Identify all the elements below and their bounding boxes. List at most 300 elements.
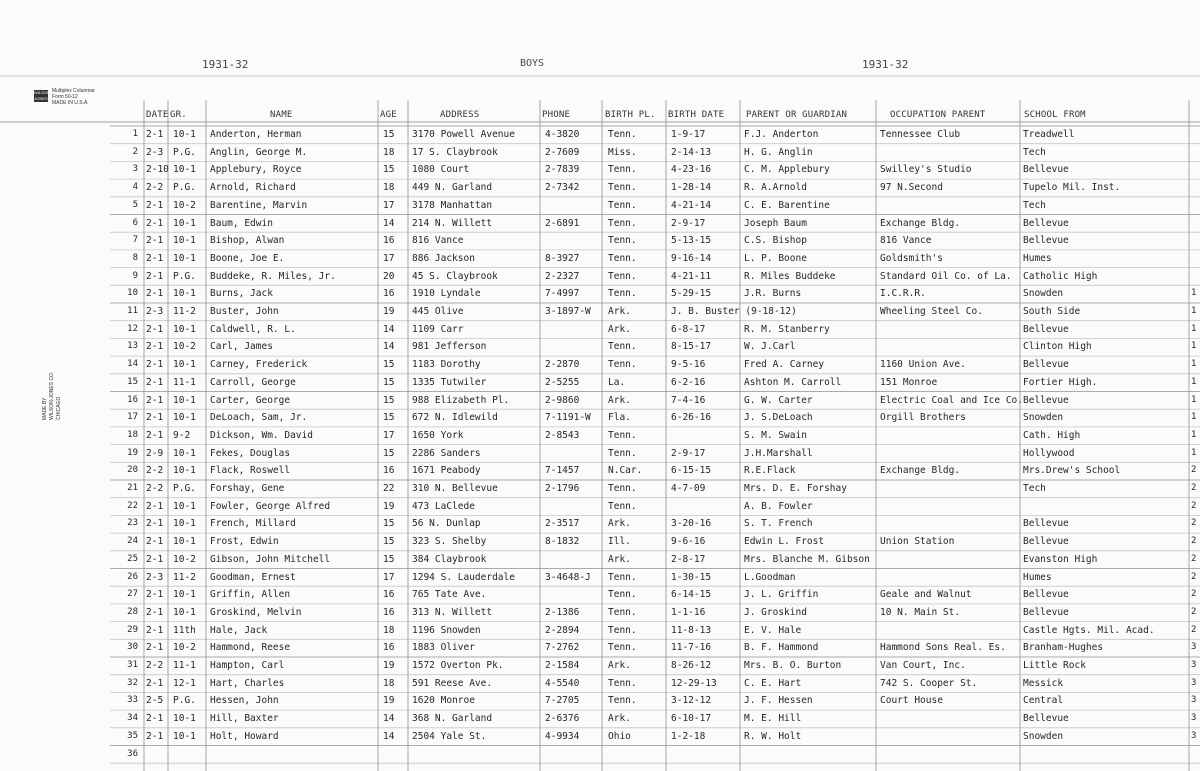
parent-guardian: J. Groskind (744, 606, 807, 618)
grade: 10-1 (173, 129, 196, 140)
parent-occupation: Electric Coal and Ice Co. (880, 394, 1023, 406)
phone-number: 2-6891 (545, 217, 580, 229)
page-edge-mark: 3 (1191, 642, 1197, 653)
phone-number: 7-2705 (545, 695, 580, 707)
page-edge-mark: 1 (1191, 447, 1197, 458)
page-edge-mark: 3 (1191, 730, 1197, 741)
row-number: 9 (132, 270, 138, 281)
parent-occupation: Union Station (880, 536, 955, 548)
birth-date: 3-20-16 (671, 518, 712, 530)
birth-place: Tenn. (608, 182, 637, 194)
table-row (0, 321, 1200, 338)
page-edge-mark: 3 (1191, 677, 1197, 688)
birth-date: 6-26-16 (671, 412, 712, 424)
page-edge-mark: 2 (1191, 571, 1197, 582)
student-age: 19 (383, 500, 395, 512)
student-name: Dickson, Wm. David (210, 429, 313, 441)
row-number: 11 (127, 306, 138, 316)
student-name: Caldwell, R. L. (210, 323, 296, 335)
birth-place: Miss. (608, 146, 637, 158)
home-address: 816 Vance (412, 235, 464, 247)
previous-school: Mrs.Drew's School (1023, 465, 1121, 477)
col-header-phone: PHONE (542, 110, 571, 120)
table-row (0, 409, 1200, 426)
row-number: 29 (127, 624, 138, 635)
student-age: 17 (383, 199, 395, 211)
row-number: 12 (127, 323, 138, 334)
birth-date: 6-10-17 (671, 713, 712, 725)
grade: 12-1 (173, 677, 196, 689)
parent-occupation: Geale and Walnut (880, 589, 972, 601)
entry-date: 2-1 (146, 518, 164, 530)
page-edge-mark: 2 (1191, 536, 1197, 547)
parent-guardian: Joseph Baum (744, 217, 807, 229)
previous-school: Bellevue (1023, 359, 1069, 371)
student-age: 18 (383, 624, 395, 636)
grade: 9-2 (173, 429, 191, 441)
previous-school: Branham-Hughes (1023, 642, 1104, 654)
parent-occupation: Tennessee Club (880, 129, 961, 140)
student-age: 17 (383, 429, 395, 441)
table-row (0, 604, 1200, 621)
phone-number: 7-1191-W (545, 412, 591, 424)
grade: P.G. (173, 182, 196, 194)
parent-guardian: L.Goodman (744, 571, 796, 583)
entry-date: 2-1 (146, 359, 164, 371)
entry-date: 2-2 (146, 182, 164, 194)
birth-date: 2-8-17 (671, 553, 706, 565)
parent-occupation: Wheeling Steel Co. (880, 306, 983, 317)
entry-date: 2-1 (146, 235, 164, 247)
page-edge-mark: 1 (1191, 394, 1197, 405)
home-address: 988 Elizabeth Pl. (412, 394, 510, 406)
previous-school: Hollywood (1023, 447, 1075, 459)
entry-date: 2-1 (146, 553, 164, 565)
birth-date: 3-12-12 (671, 695, 712, 707)
entry-date: 2-1 (146, 376, 164, 388)
entry-date: 2-1 (146, 270, 164, 282)
row-number: 24 (127, 536, 138, 547)
previous-school: Tech (1023, 146, 1046, 158)
home-address: 3170 Powell Avenue (412, 129, 515, 140)
birth-place: Tenn. (608, 589, 637, 601)
row-number: 2 (132, 146, 138, 157)
row-number: 5 (132, 199, 138, 210)
parent-occupation: 1160 Union Ave. (880, 359, 966, 371)
sheet-title: BOYS (520, 58, 545, 69)
entry-date: 2-1 (146, 589, 164, 601)
page-edge-mark: 2 (1191, 465, 1197, 476)
page-edge-mark: 3 (1191, 713, 1197, 724)
student-age: 19 (383, 306, 395, 317)
parent-guardian: M. E. Hill (744, 713, 802, 725)
student-name: Anderton, Herman (210, 129, 302, 140)
form-stamp-text: Multiplex Columnar Form 50-12 MADE IN U.S.A. (52, 88, 95, 106)
student-name: Goodman, Ernest (210, 571, 296, 583)
student-name: Griffin, Allen (210, 589, 291, 601)
parent-guardian: C. E. Hart (744, 677, 802, 689)
parent-guardian: Mrs. B. O. Burton (744, 660, 842, 671)
student-name: Hampton, Carl (210, 660, 285, 671)
entry-date: 2-2 (146, 465, 164, 477)
home-address: 3178 Manhattan (412, 199, 493, 211)
birth-date: 11-8-13 (671, 624, 712, 636)
home-address: 1671 Peabody (412, 465, 481, 477)
table-row (0, 144, 1200, 161)
student-age: 19 (383, 660, 395, 671)
page-edge-mark: 1 (1191, 376, 1197, 387)
home-address: 313 N. Willett (412, 606, 493, 618)
birth-place: La. (608, 376, 626, 388)
row-number: 1 (132, 129, 138, 139)
parent-guardian: E. V. Hale (744, 624, 802, 636)
row-number: 18 (127, 429, 138, 440)
birth-place: Tenn. (608, 642, 637, 654)
student-name: Barentine, Marvin (210, 199, 308, 211)
row-number: 36 (127, 748, 138, 759)
birth-date: 9-6-16 (671, 536, 706, 548)
grade: 11-2 (173, 306, 196, 317)
birth-place: Tenn. (608, 624, 637, 636)
page-edge-mark: 2 (1191, 483, 1197, 493)
table-row (0, 392, 1200, 409)
home-address: 56 N. Dunlap (412, 518, 481, 530)
parent-guardian: Ashton M. Carroll (744, 376, 842, 388)
entry-date: 2-1 (146, 217, 164, 229)
student-age: 15 (383, 359, 395, 371)
home-address: 384 Claybrook (412, 553, 487, 565)
form-stamp (34, 88, 144, 110)
birth-place: Tenn. (608, 483, 637, 494)
parent-occupation: 10 N. Main St. (880, 606, 961, 618)
home-address: 2286 Sanders (412, 447, 481, 459)
birth-place: Fla. (608, 412, 631, 424)
entry-date: 2-1 (146, 500, 164, 512)
home-address: 591 Reese Ave. (412, 677, 493, 689)
phone-number: 7-1457 (545, 465, 580, 477)
parent-guardian: A. B. Fowler (744, 500, 813, 512)
previous-school: Bellevue (1023, 713, 1069, 725)
previous-school: Fortier High. (1023, 376, 1098, 388)
table-row (0, 692, 1200, 709)
previous-school: Evanston High (1023, 553, 1098, 565)
student-name: Hill, Baxter (210, 713, 279, 725)
student-name: Anglin, George M. (210, 146, 308, 158)
student-age: 14 (383, 217, 395, 229)
table-row (0, 728, 1200, 745)
home-address: 1109 Carr (412, 323, 464, 335)
home-address: 765 Tate Ave. (412, 589, 487, 601)
phone-number: 2-8543 (545, 429, 580, 441)
student-name: Baum, Edwin (210, 217, 273, 229)
table-row (0, 480, 1200, 497)
previous-school: Bellevue (1023, 536, 1069, 548)
birth-date: 1-2-18 (671, 730, 706, 742)
birth-place: Tenn. (608, 217, 637, 229)
page-edge-mark: 1 (1191, 323, 1197, 334)
phone-number: 2-1584 (545, 660, 580, 671)
grade: 10-1 (173, 288, 196, 300)
table-row (0, 710, 1200, 727)
grade: 10-1 (173, 589, 196, 601)
home-address: 214 N. Willett (412, 217, 493, 229)
manufacturer-side-text: MADE BY WILSON-JONES CO. CHICAGO (42, 371, 62, 420)
phone-number: 2-2870 (545, 359, 580, 371)
home-address: 981 Jefferson (412, 341, 487, 353)
page-edge-mark: 1 (1191, 341, 1197, 352)
home-address: 310 N. Bellevue (412, 483, 498, 494)
birth-date: 1-28-14 (671, 182, 712, 194)
table-row (0, 338, 1200, 355)
previous-school: Treadwell (1023, 129, 1075, 140)
entry-date: 2-2 (146, 483, 164, 494)
row-number: 10 (127, 288, 138, 299)
row-number: 8 (132, 252, 138, 263)
previous-school: Tech (1023, 483, 1046, 494)
entry-date: 2-10 (146, 164, 169, 176)
student-age: 18 (383, 146, 395, 158)
birth-place: Tenn. (608, 571, 637, 583)
student-age: 18 (383, 677, 395, 689)
row-number: 28 (127, 606, 138, 617)
row-number: 13 (127, 341, 138, 352)
student-age: 15 (383, 447, 395, 459)
table-row (0, 215, 1200, 232)
student-name: Carter, George (210, 394, 291, 406)
entry-date: 2-1 (146, 129, 164, 140)
student-age: 15 (383, 553, 395, 565)
parent-occupation: Exchange Bldg. (880, 465, 961, 477)
grade: 10-1 (173, 447, 196, 459)
grade: 10-1 (173, 359, 196, 371)
row-number: 4 (132, 182, 138, 193)
home-address: 445 Olive (412, 306, 464, 317)
phone-number: 2-7839 (545, 164, 580, 176)
table-row (0, 356, 1200, 373)
table-row (0, 427, 1200, 444)
page-edge-mark: 3 (1191, 695, 1197, 706)
student-age: 17 (383, 571, 395, 583)
grade: 10-1 (173, 730, 196, 742)
birth-date: 6-15-15 (671, 465, 712, 477)
parent-occupation: 151 Monroe (880, 376, 938, 388)
table-row (0, 445, 1200, 462)
home-address: 473 LaClede (412, 500, 475, 512)
row-number: 21 (127, 483, 138, 493)
entry-date: 2-1 (146, 323, 164, 335)
phone-number: 7-4997 (545, 288, 580, 300)
previous-school: Snowden (1023, 288, 1064, 300)
birth-place: Tenn. (608, 199, 637, 211)
birth-date: 1-1-16 (671, 606, 706, 618)
home-address: 2504 Yale St. (412, 730, 487, 742)
birth-place: Ohio (608, 730, 631, 742)
page-edge-mark: 1 (1191, 306, 1197, 316)
student-age: 14 (383, 341, 395, 353)
row-number: 14 (127, 359, 138, 370)
birth-date: 8-26-12 (671, 660, 712, 671)
birth-place: Tenn. (608, 359, 637, 371)
parent-guardian: Mrs. D. E. Forshay (744, 483, 847, 494)
col-header-date: DATE (146, 110, 169, 120)
row-number: 15 (127, 376, 138, 387)
row-number: 26 (127, 571, 138, 582)
home-address: 1883 Oliver (412, 642, 475, 654)
home-address: 672 N. Idlewild (412, 412, 498, 424)
row-number: 33 (127, 695, 138, 706)
row-number: 16 (127, 394, 138, 405)
phone-number: 2-2894 (545, 624, 580, 636)
previous-school: Snowden (1023, 730, 1064, 742)
previous-school: Snowden (1023, 412, 1064, 424)
student-name: Boone, Joe E. (210, 252, 285, 264)
student-age: 15 (383, 412, 395, 424)
phone-number: 3-1897-W (545, 306, 591, 317)
student-age: 15 (383, 376, 395, 388)
page-edge-mark: 3 (1191, 660, 1197, 670)
previous-school: Humes (1023, 571, 1052, 583)
home-address: 1910 Lyndale (412, 288, 481, 300)
row-number: 20 (127, 465, 138, 476)
birth-date: 1-30-15 (671, 571, 712, 583)
home-address: 1080 Court (412, 164, 470, 176)
student-name: Gibson, John Mitchell (210, 553, 331, 565)
birth-date: 6-8-17 (671, 323, 706, 335)
page-edge-mark: 2 (1191, 500, 1197, 511)
home-address: 1183 Dorothy (412, 359, 481, 371)
birth-place: Ark. (608, 323, 631, 335)
student-age: 16 (383, 589, 395, 601)
home-address: 1294 S. Lauderdale (412, 571, 515, 583)
previous-school: Tech (1023, 199, 1046, 211)
student-age: 15 (383, 394, 395, 406)
entry-date: 2-1 (146, 341, 164, 353)
phone-number: 4-3820 (545, 129, 580, 140)
grade: P.G. (173, 146, 196, 158)
table-row (0, 586, 1200, 603)
col-header-birth-place: BIRTH PL. (605, 110, 656, 120)
grade: P.G. (173, 695, 196, 707)
table-row (0, 462, 1200, 479)
grade: 10-1 (173, 323, 196, 335)
parent-occupation: Court House (880, 695, 943, 707)
parent-guardian: C.S. Bishop (744, 235, 807, 247)
col-header-grade: GR. (170, 110, 187, 120)
phone-number: 8-3927 (545, 252, 580, 264)
birth-date: 5-29-15 (671, 288, 712, 300)
birth-date: 4-21-11 (671, 270, 712, 282)
birth-date: 2-14-13 (671, 146, 712, 158)
entry-date: 2-3 (146, 306, 164, 317)
page-edge-mark: 1 (1191, 288, 1197, 299)
home-address: 45 S. Claybrook (412, 270, 498, 282)
entry-date: 2-1 (146, 713, 164, 725)
parent-guardian: S. T. French (744, 518, 813, 530)
table-row (0, 533, 1200, 550)
birth-date: 11-7-16 (671, 642, 712, 654)
grade: 10-1 (173, 465, 196, 477)
col-header-occupation: OCCUPATION PARENT (890, 110, 986, 120)
birth-date: J. B. Buster (9-18-12) (671, 306, 797, 317)
parent-occupation: Swilley's Studio (880, 164, 972, 176)
page-edge-mark: 2 (1191, 606, 1197, 617)
birth-place: Tenn. (608, 235, 637, 247)
table-row (0, 303, 1200, 320)
birth-date: 2-9-17 (671, 217, 706, 229)
home-address: 1335 Tutwiler (412, 376, 487, 388)
col-header-parent: PARENT OR GUARDIAN (746, 110, 848, 120)
phone-number: 8-1832 (545, 536, 580, 548)
student-age: 16 (383, 235, 395, 247)
parent-guardian: Mrs. Blanche M. Gibson (744, 553, 870, 565)
page-edge-mark: 2 (1191, 589, 1197, 600)
previous-school: Clinton High (1023, 341, 1092, 353)
student-age: 15 (383, 129, 395, 140)
student-name: Applebury, Royce (210, 164, 302, 176)
parent-guardian: J. L. Griffin (744, 589, 819, 601)
student-name: Fekes, Douglas (210, 447, 291, 459)
row-number: 6 (132, 217, 138, 228)
student-name: Carl, James (210, 341, 273, 353)
grade: 10-1 (173, 252, 196, 264)
birth-place: Tenn. (608, 500, 637, 512)
grade: 10-1 (173, 713, 196, 725)
birth-place: Ark. (608, 518, 631, 530)
birth-date: 6-2-16 (671, 376, 706, 388)
entry-date: 2-1 (146, 429, 164, 441)
table-row (0, 374, 1200, 391)
phone-number: 3-4648-J (545, 571, 591, 583)
grade: P.G. (173, 483, 196, 494)
entry-date: 2-1 (146, 730, 164, 742)
row-number: 30 (127, 642, 138, 653)
birth-place: Tenn. (608, 129, 637, 140)
grade: 10-1 (173, 164, 196, 176)
student-age: 14 (383, 323, 395, 335)
parent-guardian: J. S.DeLoach (744, 412, 813, 424)
birth-place: Tenn. (608, 252, 637, 264)
previous-school: Bellevue (1023, 164, 1069, 176)
birth-place: Ark. (608, 394, 631, 406)
school-year-left: 1931-32 (202, 58, 249, 71)
table-row (0, 268, 1200, 285)
birth-place: Tenn. (608, 164, 637, 176)
student-name: Bishop, Alwan (210, 235, 285, 247)
birth-date: 9-5-16 (671, 359, 706, 371)
table-row (0, 639, 1200, 656)
parent-guardian: C. E. Barentine (744, 199, 830, 211)
page-edge-mark: 2 (1191, 553, 1197, 564)
entry-date: 2-1 (146, 677, 164, 689)
page-edge-mark: 2 (1191, 518, 1197, 529)
grade: P.G. (173, 270, 196, 282)
phone-number: 2-2327 (545, 270, 580, 282)
grade: 10-2 (173, 642, 196, 654)
birth-place: Tenn. (608, 695, 637, 707)
parent-guardian: R. W. Holt (744, 730, 802, 742)
col-header-age: AGE (380, 110, 397, 120)
student-age: 16 (383, 288, 395, 300)
student-age: 22 (383, 483, 395, 494)
home-address: 17 S. Claybrook (412, 146, 498, 158)
birth-date: 4-21-14 (671, 199, 712, 211)
table-row (0, 285, 1200, 302)
page-edge-mark: 2 (1191, 624, 1197, 635)
student-name: Carney, Frederick (210, 359, 308, 371)
parent-guardian: W. J.Carl (744, 341, 796, 353)
home-address: 1196 Snowden (412, 624, 481, 636)
birth-place: Tenn. (608, 288, 637, 300)
